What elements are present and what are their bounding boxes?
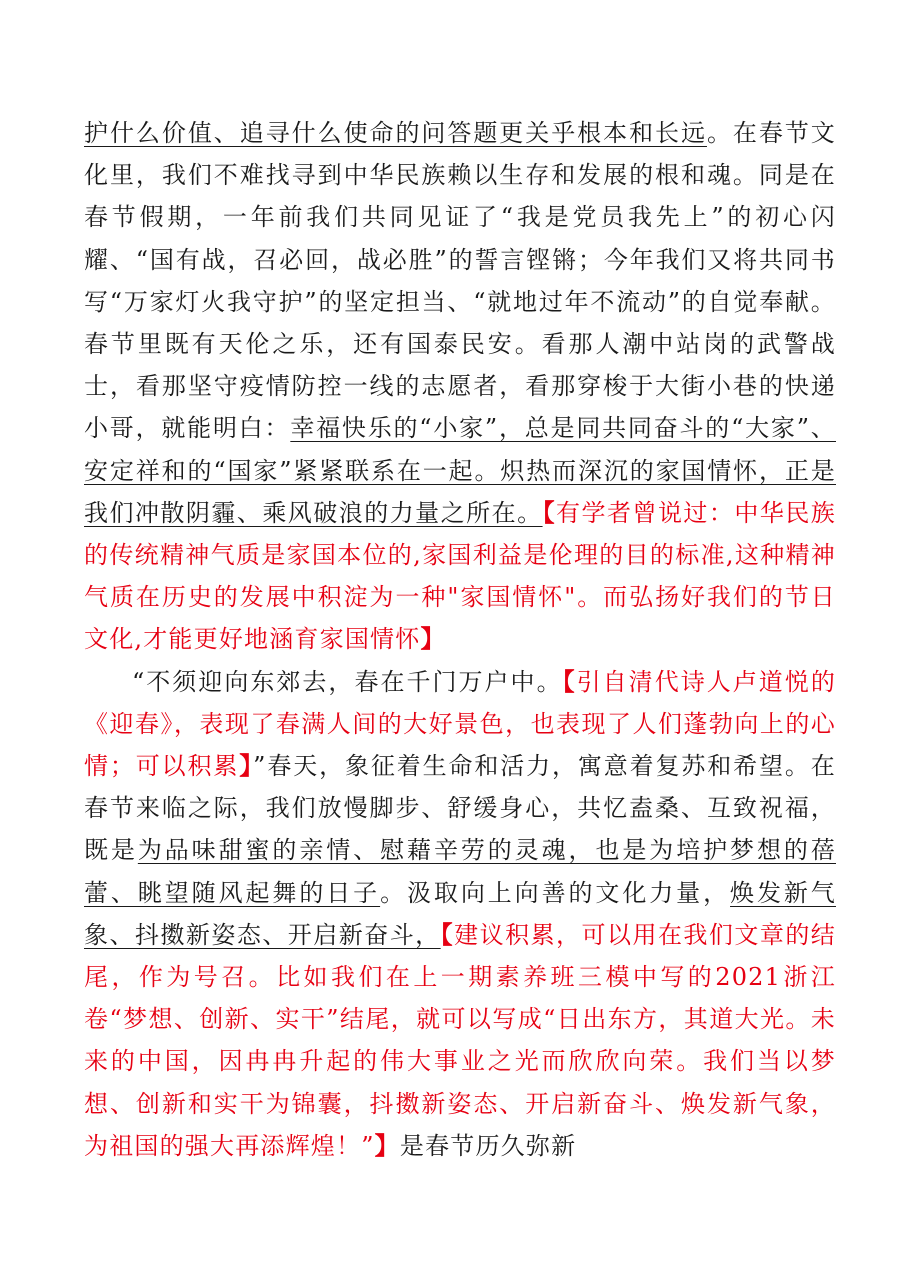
body-text-run: 是春节历久弥新 xyxy=(399,1131,577,1160)
annotation-note: 有学者曾说过：中华民族的传统精神气质是家国本位的,家国利益是伦理的目的标准,这种精神气质在历史的发展中积淀为一种"家国情怀"。而弘扬好我们的节日文化,才能更好地涵育家国情怀 xyxy=(84,498,836,654)
annotation-note: 建议积累，可以用在我们文章的结尾，作为号召。比如我们在上一期素养班三模中写的2021浙江卷“梦想、创新、实干”结尾，就可以写成“日出东方，其道大光。未来的中国，因冉冉升起的伟大事业之光而欣欣向荣。我们当以梦想、创新和实干为锦囊，抖擞新姿态、开启新奋斗、焕发新气象，为祖国的强大再添辉煌！” xyxy=(84,920,836,1160)
paragraph-2 xyxy=(84,661,836,1167)
body-text-run: ”春天，象征着生命和活力，寓意着复苏和希望。在春节来临之际，我们放慢脚步、舒缓身心，共忆盍桑、互致祝福，既是 xyxy=(84,752,836,865)
annotation-bracket-close: 】 xyxy=(239,751,254,781)
underlined-text: 焕发新气象、抖擞新姿态、开启新奋斗， xyxy=(84,878,836,949)
underlined-text: 护什么价值、追寻什么使命的问答题更关乎根本和长远 xyxy=(84,119,707,147)
annotation-bracket-open: 【 xyxy=(542,497,557,527)
underlined-text: 为品味甜蜜的亲情、慰藉辛劳的灵魂，也是为培护梦想的蓓蕾、眺望随风起舞的日子 xyxy=(84,836,836,907)
body-text-run: 。汲取向上向善的文化力量， xyxy=(380,878,731,907)
annotation-bracket-open: 【 xyxy=(562,666,577,696)
underlined-text: 幸福快乐的“小家”，总是同共同奋斗的“大家”、安定祥和的“国家”紧紧联系在一起。炽热而深沉的家国情怀，正是我们冲散阴霾、乘风破浪的力量之所在。 xyxy=(84,414,836,527)
annotation-bracket-close: 】 xyxy=(420,624,446,654)
document-body xyxy=(84,112,836,1167)
annotation-note: 引自清代诗人卢道悦的《迎春》，表现了春满人间的大好景色，也表现了人们蓬勃向上的心情；可以积累 xyxy=(84,667,837,781)
body-text-run: 。在春节文化里，我们不难找寻到中华民族赖以生存和发展的根和魂。同是在春节假期，一年前我们共同见证了“我是党员我先上”的初心闪耀、“国有战，召必回，战必胜”的誓言铿锵；今年我们又将共同书写“万家灯火我守护”的坚定担当、“就地过年不流动”的自觉奉献。春节里既有天伦之乐，还有国泰民安。看那人潮中站岗的武警战士，看那坚守疫情防控一线的志愿者，看那穿梭于大街小巷的快递小哥，就能明白： xyxy=(84,119,836,443)
body-text-run: “不须迎向东郊去，春在千门万户中。 xyxy=(132,667,563,696)
annotation-bracket-close: 】 xyxy=(374,1130,400,1160)
paragraph-1 xyxy=(84,112,836,661)
annotation-bracket-open: 【 xyxy=(440,919,455,949)
